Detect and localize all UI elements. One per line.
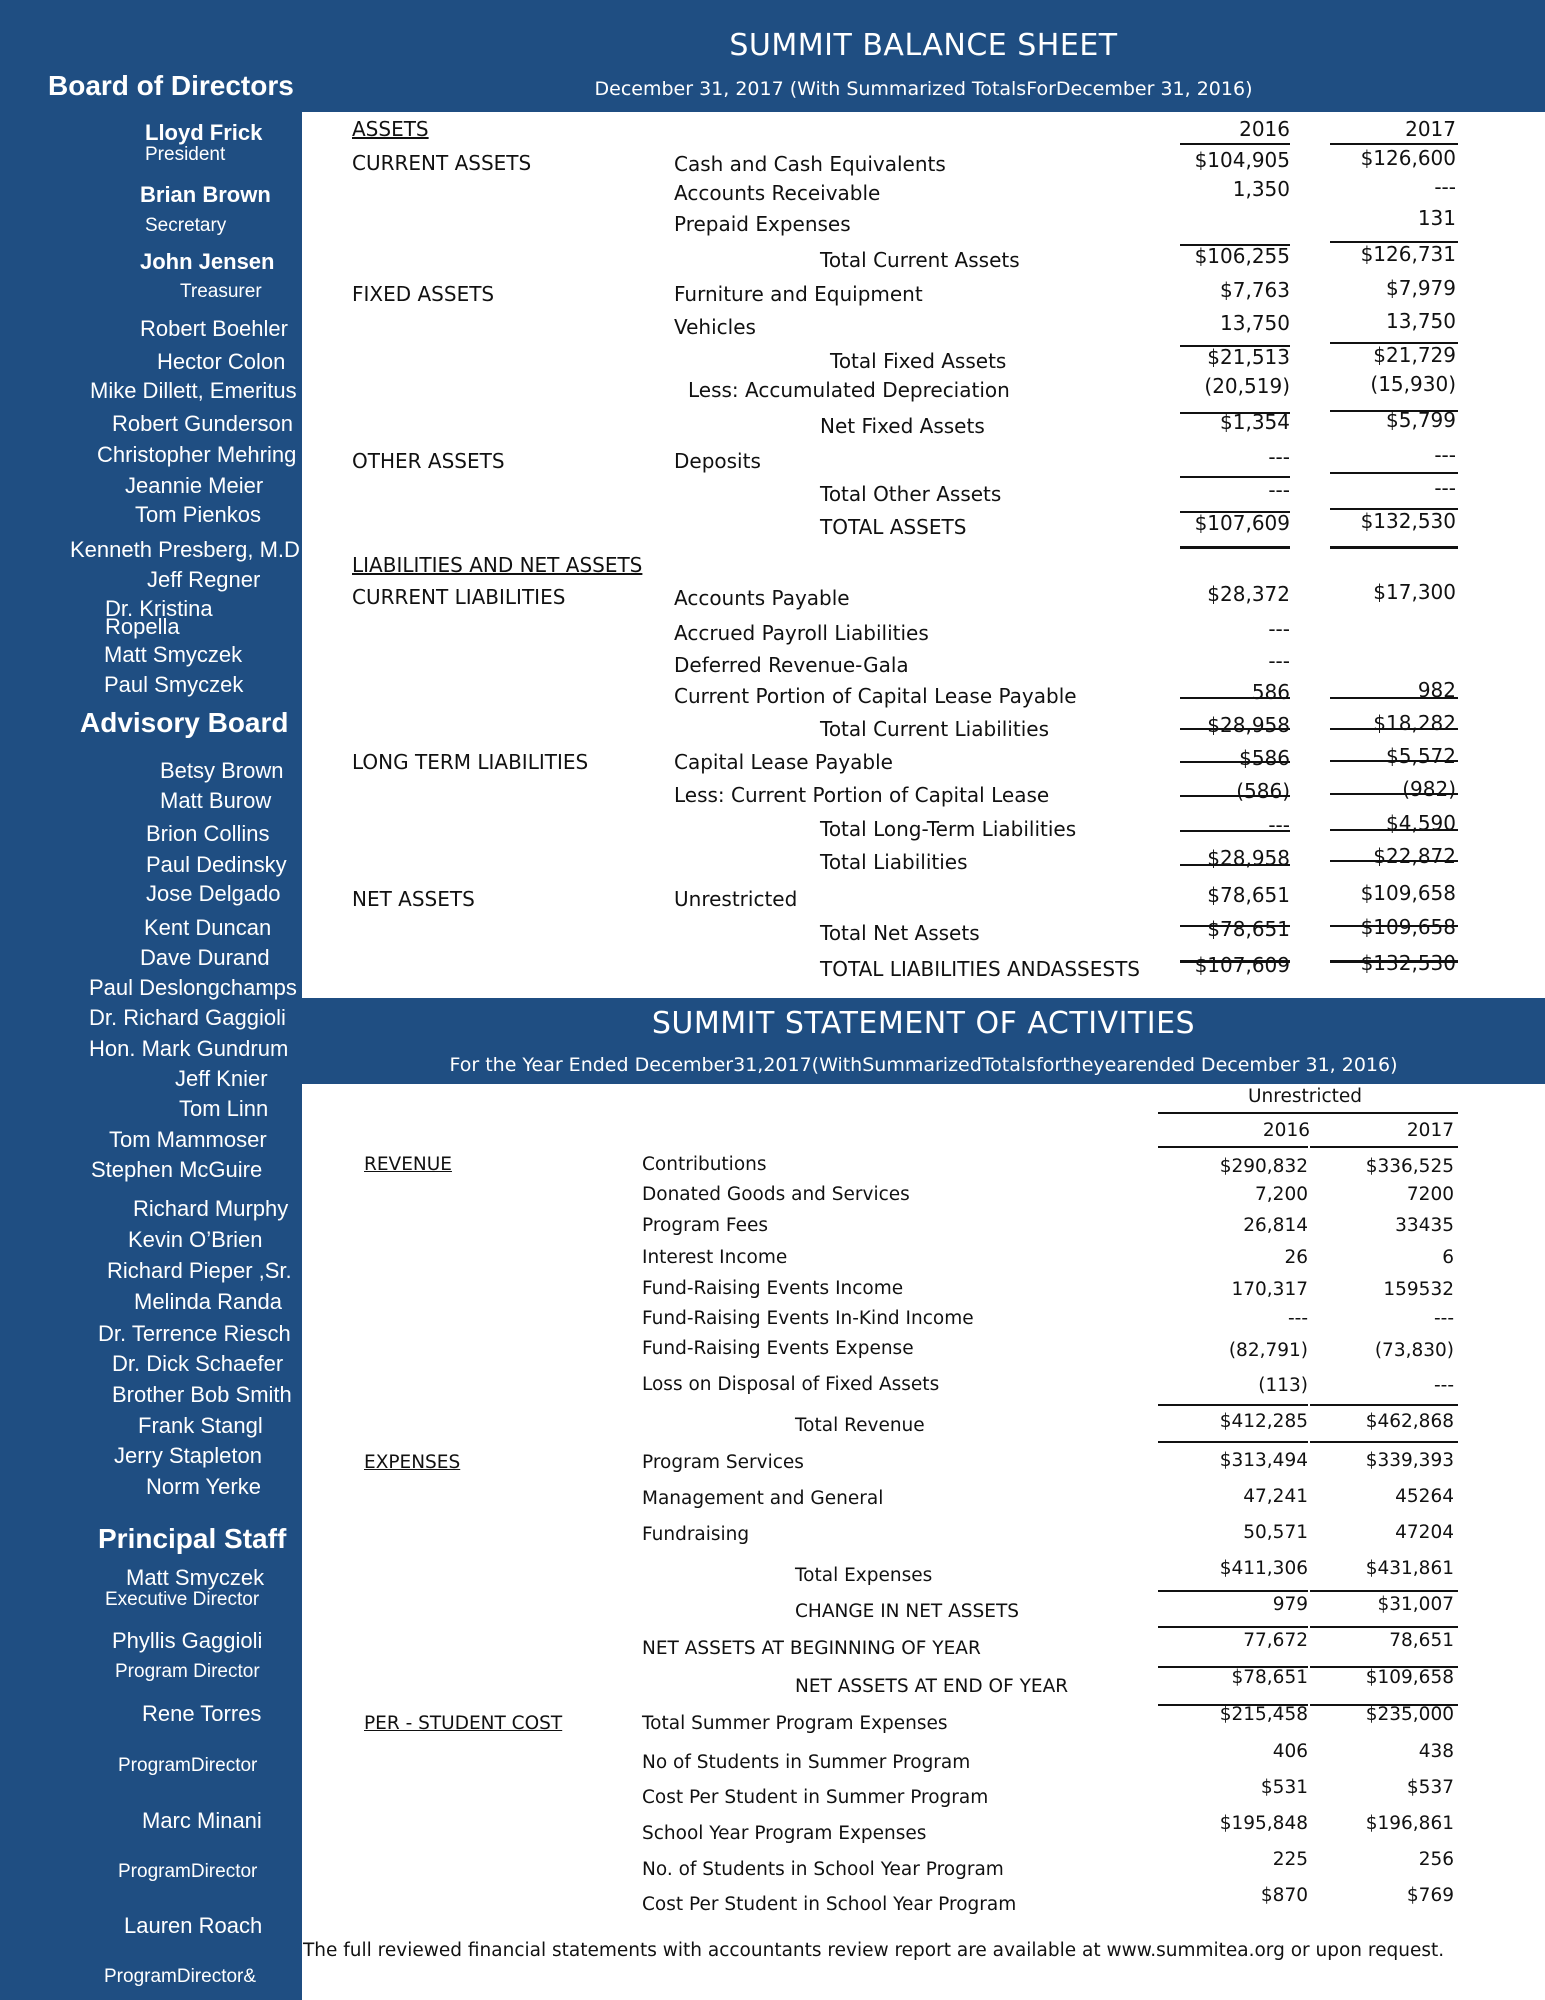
line-item-label: Unrestricted <box>674 887 798 911</box>
total-label: Total Net Assets <box>820 921 980 945</box>
value-2017: 13,750 <box>1386 309 1456 333</box>
value-2016: $28,958 <box>1207 713 1290 737</box>
value-2016: $531 <box>1260 1777 1308 1798</box>
value-2016: $78,651 <box>1207 883 1290 907</box>
value-2016: $1,354 <box>1220 410 1290 434</box>
value-2017: --- <box>1434 175 1456 199</box>
board-member: Tom Pienkos <box>135 502 261 527</box>
value-2017: --- <box>1433 1375 1454 1396</box>
value-2017: $431,861 <box>1365 1558 1454 1579</box>
advisory-heading: Advisory Board <box>80 707 289 738</box>
value-2017: 7200 <box>1406 1184 1454 1205</box>
line-item-label: Cost Per Student in School Year Program <box>642 1894 1017 1915</box>
rule-line <box>1180 925 1290 927</box>
section-label: REVENUE <box>364 1154 452 1175</box>
board-role: Treasurer <box>180 281 262 302</box>
rule-line <box>1330 760 1458 762</box>
value-2017: $196,861 <box>1365 1813 1454 1834</box>
value-2016: $78,651 <box>1207 917 1290 941</box>
value-2016: 13,750 <box>1220 311 1290 335</box>
line-item-label: School Year Program Expenses <box>642 1823 927 1844</box>
balance-sheet-subtitle: December 31, 2017 (With Summarized TotalsForDecember 31, 2016) <box>594 78 1253 100</box>
advisory-member: Kent Duncan <box>144 915 272 940</box>
advisory-member: Kevin O’Brien <box>128 1227 263 1252</box>
value-2017: $109,658 <box>1365 1667 1454 1688</box>
rule-line <box>1330 925 1458 927</box>
section-label: LONG TERM LIABILITIES <box>352 750 589 774</box>
line-item-label: Prepaid Expenses <box>674 212 851 236</box>
board-member: Jeannie Meier <box>125 473 264 498</box>
value-2017: $4,590 <box>1386 811 1456 835</box>
value-2016: --- <box>1268 478 1290 502</box>
value-2016: 26 <box>1284 1247 1308 1268</box>
section-label: OTHER ASSETS <box>352 449 505 473</box>
total-label: Total Expenses <box>795 1565 933 1586</box>
board-member: Lloyd Frick <box>145 120 263 145</box>
staff-role: Executive Director <box>105 1589 260 1610</box>
balance-sheet-title: SUMMIT BALANCE SHEET <box>729 28 1118 63</box>
line-item-label: Cash and Cash Equivalents <box>674 152 946 176</box>
value-2017: $5,572 <box>1386 744 1456 768</box>
line-item-label: Current Portion of Capital Lease Payable <box>674 684 1077 708</box>
value-2017: $18,282 <box>1373 711 1456 735</box>
value-2017: --- <box>1434 443 1456 467</box>
line-item-label: Deferred Revenue-Gala <box>674 653 909 677</box>
line-item-label: Fund-Raising Events Income <box>642 1278 904 1299</box>
rule-line <box>1180 476 1290 478</box>
value-2017: $7,979 <box>1386 276 1456 300</box>
value-2017: $339,393 <box>1365 1450 1454 1471</box>
value-2016: --- <box>1287 1308 1308 1329</box>
value-2017: 45264 <box>1395 1486 1454 1507</box>
value-2016: --- <box>1268 813 1290 837</box>
board-member: Paul Smyczek <box>104 672 244 697</box>
rule-line <box>1180 728 1290 730</box>
rule-line <box>1158 1704 1308 1706</box>
line-item-label: No of Students in Summer Program <box>642 1752 971 1773</box>
value-2016: $7,763 <box>1220 278 1290 302</box>
value-2016: 47,241 <box>1243 1486 1308 1507</box>
rule-line <box>1180 511 1290 513</box>
rule-line <box>1158 1590 1308 1592</box>
value-2016: (586) <box>1236 779 1290 803</box>
advisory-member: Stephen McGuire <box>91 1157 263 1182</box>
value-2016: --- <box>1268 649 1290 673</box>
advisory-member: Brother Bob Smith <box>112 1382 292 1407</box>
value-2017: $769 <box>1406 1885 1454 1906</box>
value-2017: 159532 <box>1383 1279 1454 1300</box>
value-2016: (82,791) <box>1228 1340 1308 1361</box>
advisory-member: Richard Murphy <box>133 1196 289 1221</box>
advisory-member: Tom Linn <box>179 1096 269 1121</box>
assets-heading: ASSETS <box>352 117 429 141</box>
rule-line <box>1180 412 1290 414</box>
section-label: NET ASSETS <box>352 887 475 911</box>
value-2017: $336,525 <box>1365 1156 1454 1177</box>
total-label: Total Liabilities <box>820 850 968 874</box>
staff-member: Marc Minani <box>142 1808 262 1833</box>
advisory-member: Dr. Richard Gaggioli <box>89 1005 286 1030</box>
value-2017: $5,799 <box>1386 408 1456 432</box>
rule-line <box>1180 830 1290 832</box>
rule-line <box>1310 1404 1458 1406</box>
rule-line <box>1330 546 1458 549</box>
line-item-label: Capital Lease Payable <box>674 750 893 774</box>
rule-line <box>1310 1626 1458 1628</box>
value-2016: $215,458 <box>1219 1704 1308 1725</box>
line-item-label: Vehicles <box>674 315 756 339</box>
value-2016: $21,513 <box>1207 345 1290 369</box>
section-label: CURRENT LIABILITIES <box>352 585 566 609</box>
value-2017: 256 <box>1418 1849 1454 1870</box>
rule-line <box>1158 1146 1308 1148</box>
value-2016: $586 <box>1239 746 1290 770</box>
rule-line <box>1330 241 1458 243</box>
board-member: Mike Dillett, Emeritus <box>90 378 297 403</box>
staff-role: Program Director <box>115 1661 260 1682</box>
total-label: Total Fixed Assets <box>830 349 1007 373</box>
value-2017: $17,300 <box>1373 580 1456 604</box>
col-2016-header: 2016 <box>1262 1120 1310 1141</box>
section-label: PER - STUDENT COST <box>364 1713 563 1734</box>
staff-role: ProgramDirector <box>118 1861 258 1882</box>
value-2016: (113) <box>1258 1375 1308 1396</box>
section-label: FIXED ASSETS <box>352 282 495 306</box>
col-2017-header: 2017 <box>1406 1120 1454 1141</box>
value-2016: --- <box>1268 445 1290 469</box>
value-2017: $132,530 <box>1360 509 1456 533</box>
activities-subtitle: For the Year Ended December31,2017(WithSummarizedTotalsfortheyearended December 31, 2016) <box>449 1054 1398 1076</box>
advisory-member: Paul Deslongchamps <box>89 975 297 1000</box>
line-item-label: NET ASSETS AT BEGINNING OF YEAR <box>642 1638 981 1659</box>
value-2016: 1,350 <box>1232 177 1290 201</box>
value-2017: $126,600 <box>1360 146 1456 170</box>
rule-line <box>1310 1590 1458 1592</box>
rule-line <box>1158 1666 1308 1668</box>
line-item-label: Total Summer Program Expenses <box>642 1713 948 1734</box>
section-label: EXPENSES <box>364 1452 461 1473</box>
advisory-member: Tom Mammoser <box>109 1127 267 1152</box>
value-2016: $28,372 <box>1207 582 1290 606</box>
value-2017: (15,930) <box>1370 372 1456 396</box>
total-label: TOTAL LIABILITIES ANDASSESTS <box>820 957 1140 981</box>
value-2016: 979 <box>1272 1594 1308 1615</box>
value-2016: 586 <box>1251 680 1290 704</box>
rule-line <box>1158 1404 1308 1406</box>
advisory-member: Jeff Knier <box>175 1066 268 1091</box>
rule-line <box>1330 143 1458 145</box>
value-2016: $104,905 <box>1194 148 1290 172</box>
board-member: Christopher Mehring <box>97 442 297 467</box>
value-2017: $235,000 <box>1365 1704 1454 1725</box>
col-2016-header: 2016 <box>1239 117 1290 141</box>
rule-line <box>1158 1626 1308 1628</box>
advisory-member: Jose Delgado <box>146 881 281 906</box>
line-item-label: Interest Income <box>642 1247 788 1268</box>
value-2016: $870 <box>1260 1885 1308 1906</box>
section-label: CURRENT ASSETS <box>352 151 532 175</box>
value-2016: $78,651 <box>1231 1667 1308 1688</box>
rule-line <box>1330 472 1458 474</box>
rule-line <box>1330 342 1458 344</box>
rule-line <box>1330 829 1458 831</box>
rule-line <box>1180 864 1290 866</box>
value-2016: 170,317 <box>1231 1279 1308 1300</box>
value-2016: 406 <box>1272 1741 1308 1762</box>
rule-line <box>1180 546 1290 549</box>
rule-line <box>1180 761 1290 763</box>
activities-banner <box>302 998 1545 1084</box>
line-item-label: Accounts Receivable <box>674 181 881 205</box>
board-member: Jeff Regner <box>147 567 261 592</box>
value-2017: 6 <box>1442 1247 1454 1268</box>
rule-line <box>1158 1441 1308 1443</box>
value-2017: $537 <box>1406 1777 1454 1798</box>
board-role: President <box>145 144 226 165</box>
board-member: John Jensen <box>140 249 275 274</box>
advisory-member: Brion Collins <box>146 821 270 846</box>
advisory-member: Melinda Randa <box>134 1289 282 1314</box>
line-item-label: Fund-Raising Events Expense <box>642 1338 914 1359</box>
value-2017: 438 <box>1418 1741 1454 1762</box>
advisory-member: Paul Dedinsky <box>146 852 287 877</box>
value-2016: (20,519) <box>1204 374 1290 398</box>
value-2017: 78,651 <box>1389 1630 1454 1651</box>
board-member: Hector Colon <box>157 349 286 374</box>
value-2016: $107,609 <box>1194 511 1290 535</box>
advisory-member: Dr. Dick Schaefer <box>112 1351 284 1376</box>
value-2016: $106,255 <box>1194 244 1290 268</box>
staff-role: ProgramDirector <box>118 1755 258 1776</box>
advisory-member: Hon. Mark Gundrum <box>89 1036 289 1061</box>
rule-line <box>1330 508 1458 510</box>
sidebar <box>0 0 302 2000</box>
total-label: Total Long-Term Liabilities <box>820 817 1077 841</box>
value-2016: 7,200 <box>1255 1184 1308 1205</box>
value-2017: --- <box>1433 1308 1454 1329</box>
board-heading: Board of Directors <box>48 70 294 101</box>
value-2016: $411,306 <box>1219 1558 1308 1579</box>
line-item-label: Program Services <box>642 1452 804 1473</box>
advisory-member: Richard Pieper ,Sr. <box>107 1258 292 1283</box>
value-2017: $31,007 <box>1377 1594 1454 1615</box>
value-2017: $462,868 <box>1365 1411 1454 1432</box>
rule-line <box>1330 410 1458 412</box>
value-2016: $313,494 <box>1219 1450 1308 1471</box>
line-item-label: Accrued Payroll Liabilities <box>674 621 929 645</box>
total-label: Total Other Assets <box>820 482 1002 506</box>
rule-line <box>1180 795 1290 797</box>
col-2017-header: 2017 <box>1405 117 1456 141</box>
value-2016: 225 <box>1272 1849 1308 1870</box>
total-label: Total Current Liabilities <box>820 717 1049 741</box>
value-2017: $126,731 <box>1360 242 1456 266</box>
value-2017: 131 <box>1417 206 1456 230</box>
line-item-label: Accounts Payable <box>674 586 850 610</box>
line-item-label: Deposits <box>674 449 761 473</box>
value-2017: 982 <box>1417 678 1456 702</box>
board-member: Brian Brown <box>140 182 271 207</box>
value-2016: $107,609 <box>1194 953 1290 977</box>
total-label: NET ASSETS AT END OF YEAR <box>795 1676 1069 1697</box>
value-2016: 50,571 <box>1243 1522 1308 1543</box>
board-role: Secretary <box>145 215 227 236</box>
board-member: Robert Boehler <box>140 316 288 341</box>
value-2016: 26,814 <box>1243 1215 1308 1236</box>
value-2017: 33435 <box>1395 1215 1454 1236</box>
board-member: Matt Smyczek <box>104 642 243 667</box>
staff-member: Phyllis Gaggioli <box>112 1628 263 1653</box>
rule-line <box>1310 1704 1458 1706</box>
total-label: Total Current Assets <box>820 248 1020 272</box>
staff-heading: Principal Staff <box>98 1523 287 1554</box>
value-2016: $290,832 <box>1219 1156 1308 1177</box>
line-item-label: Program Fees <box>642 1215 768 1236</box>
line-item-label: Less: Accumulated Depreciation <box>688 378 1010 402</box>
total-label: Net Fixed Assets <box>820 414 985 438</box>
total-label: CHANGE IN NET ASSETS <box>795 1601 1019 1622</box>
rule-line <box>1180 345 1290 347</box>
staff-member: Rene Torres <box>142 1701 262 1726</box>
balance-sheet-banner <box>302 0 1545 112</box>
rule-line <box>1330 860 1458 862</box>
advisory-member: Norm Yerke <box>146 1474 261 1499</box>
line-item-label: No. of Students in School Year Program <box>642 1859 1004 1880</box>
line-item-label: Contributions <box>642 1154 767 1175</box>
value-2017: --- <box>1434 476 1456 500</box>
rule-line <box>1330 697 1458 699</box>
rule-line <box>1180 244 1290 246</box>
footnote: The full reviewed financial statements with accountants review report are available at www.summitea.org or upon request. <box>303 1940 1445 1961</box>
line-item-label: Loss on Disposal of Fixed Assets <box>642 1374 940 1395</box>
activities-title: SUMMIT STATEMENT OF ACTIVITIES <box>651 1006 1196 1041</box>
advisory-member: Betsy Brown <box>160 758 284 783</box>
staff-member: Lauren Roach <box>124 1913 263 1938</box>
value-2016: $412,285 <box>1219 1411 1308 1432</box>
line-item-label: Fundraising <box>642 1524 750 1545</box>
total-label: TOTAL ASSETS <box>820 515 967 539</box>
rule-line <box>1330 728 1458 730</box>
advisory-member: Frank Stangl <box>138 1413 263 1438</box>
advisory-member: Matt Burow <box>160 788 272 813</box>
staff-member: Matt Smyczek <box>126 1565 265 1590</box>
value-2017: $109,658 <box>1360 881 1456 905</box>
line-item-label: Management and General <box>642 1488 884 1509</box>
liabilities-heading: LIABILITIES AND NET ASSETS <box>352 553 643 577</box>
rule-line <box>1180 143 1290 145</box>
value-2017: (73,830) <box>1374 1340 1454 1361</box>
staff-role: ProgramDirector& <box>104 1966 257 1987</box>
value-2016: --- <box>1268 617 1290 641</box>
value-2016: $28,958 <box>1207 846 1290 870</box>
advisory-member: Dave Durand <box>140 945 270 970</box>
line-item-label: Cost Per Student in Summer Program <box>642 1787 989 1808</box>
value-2016: 77,672 <box>1243 1630 1308 1651</box>
rule-line <box>1310 1441 1458 1443</box>
value-2017: $109,658 <box>1360 915 1456 939</box>
rule-line <box>1180 697 1290 699</box>
rule-line <box>1310 1666 1458 1668</box>
value-2017: 47204 <box>1395 1522 1454 1543</box>
rule-line <box>1310 1146 1458 1148</box>
value-2017: (982) <box>1402 777 1456 801</box>
board-member: Robert Gunderson <box>112 411 293 436</box>
line-item-label: Furniture and Equipment <box>674 282 923 306</box>
rule-line <box>1158 1112 1458 1114</box>
value-2016: $195,848 <box>1219 1813 1308 1834</box>
rule-line <box>1330 793 1458 795</box>
line-item-label: Fund-Raising Events In-Kind Income <box>642 1308 974 1329</box>
value-2017: $21,729 <box>1373 343 1456 367</box>
unrestricted-header: Unrestricted <box>1248 1086 1363 1107</box>
value-2017: $22,872 <box>1373 844 1456 868</box>
advisory-member: Jerry Stapleton <box>114 1443 262 1468</box>
line-item-label: Donated Goods and Services <box>642 1184 910 1205</box>
board-member: Kenneth Presberg, M.D <box>70 537 300 562</box>
line-item-label: Less: Current Portion of Capital Lease <box>674 783 1050 807</box>
board-member: Dr. Kristina Ropella <box>105 596 213 639</box>
total-label: Total Revenue <box>795 1415 925 1436</box>
rule-line <box>1330 960 1458 963</box>
advisory-member: Dr. Terrence Riesch <box>98 1321 291 1346</box>
rule-line <box>1180 960 1290 963</box>
value-2017: $132,530 <box>1360 951 1456 975</box>
